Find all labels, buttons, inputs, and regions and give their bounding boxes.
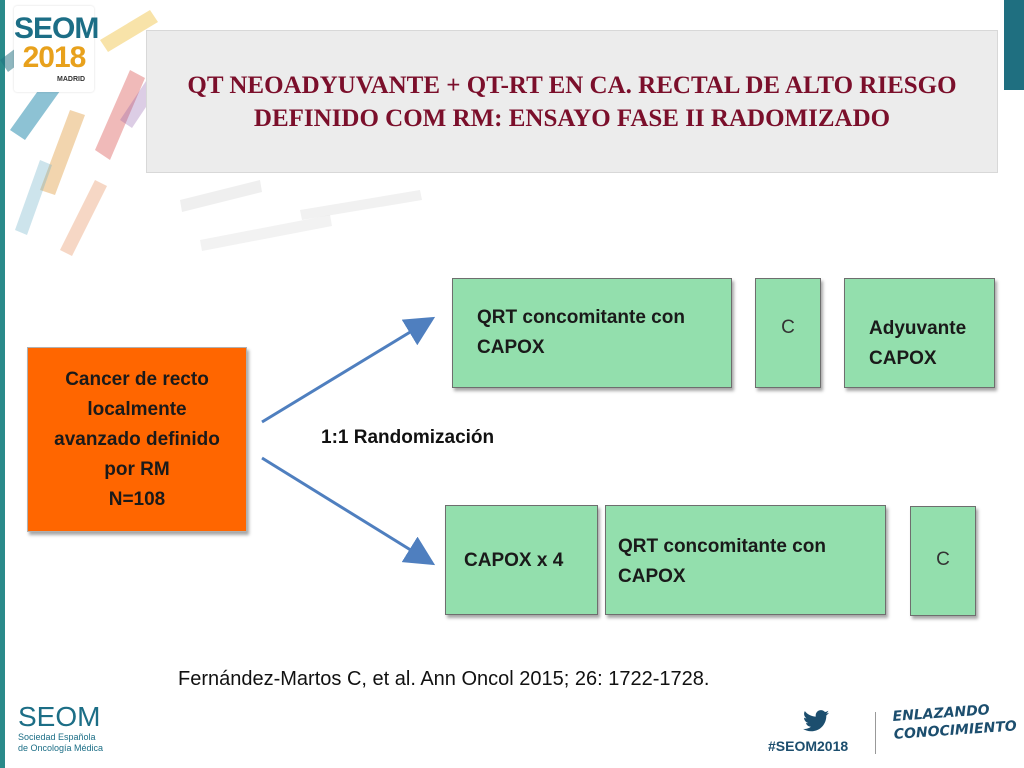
randomization-label: 1:1 Randomización <box>321 427 495 448</box>
arm-b-capox-label: CAPOX x 4 <box>464 550 564 571</box>
seom-footer-logo <box>18 702 128 754</box>
slide-title: QT NEOADYUVANTE + QT-RT EN CA. RECTAL DE ALTO RIESGO DEFINIDO COM RM: ENSAYO FASE II RADOMIZADO <box>187 71 957 132</box>
arm-b-c-label: C <box>936 549 950 570</box>
arm-a-qrt-label: QRT concomitante con CAPOX <box>477 307 685 358</box>
footer-org-subtitle-2: de Oncología Médica <box>18 743 104 753</box>
arrow-to-arm-a <box>262 320 430 422</box>
arm-b-c-box <box>910 506 976 616</box>
arm-a-qrt-box <box>452 278 732 388</box>
footer-slogan-line-2: CONOCIMIENTO <box>893 718 1018 743</box>
arm-b-qrt-label: QRT concomitante con CAPOX <box>618 536 826 587</box>
population-line-1: Cancer de recto <box>65 368 209 390</box>
arm-a-adjuvant-box <box>844 278 995 388</box>
arm-a-adjuvant-label: Adyuvante CAPOX <box>869 318 967 369</box>
footer-org-name: SEOM <box>18 701 101 732</box>
arrow-to-arm-b <box>262 458 430 562</box>
population-line-2: localmente <box>87 398 187 420</box>
arm-a-c-box <box>755 278 821 388</box>
logo-city: MADRID <box>57 76 85 83</box>
footer-divider <box>875 712 876 754</box>
population-line-3: avanzado definido <box>54 428 220 450</box>
arm-b-qrt-box <box>605 505 886 615</box>
population-sample-size: N=108 <box>108 488 166 510</box>
population-line-4: por RM <box>104 458 170 480</box>
logo-name: SEOM <box>14 12 99 45</box>
logo-year: 2018 <box>22 41 86 74</box>
footer-org-subtitle-1: Sociedad Española <box>18 732 96 742</box>
footer-hashtag: #SEOM2018 <box>768 738 849 754</box>
citation: Fernández-Martos C, et al. Ann Oncol 2015; 26: 1722-1728. <box>178 668 710 690</box>
twitter-icon <box>803 710 829 732</box>
footer-slogan-line-1: ENLAZANDO <box>892 702 991 725</box>
arm-b-capox-box <box>445 505 598 615</box>
arm-a-c-label: C <box>781 317 795 338</box>
